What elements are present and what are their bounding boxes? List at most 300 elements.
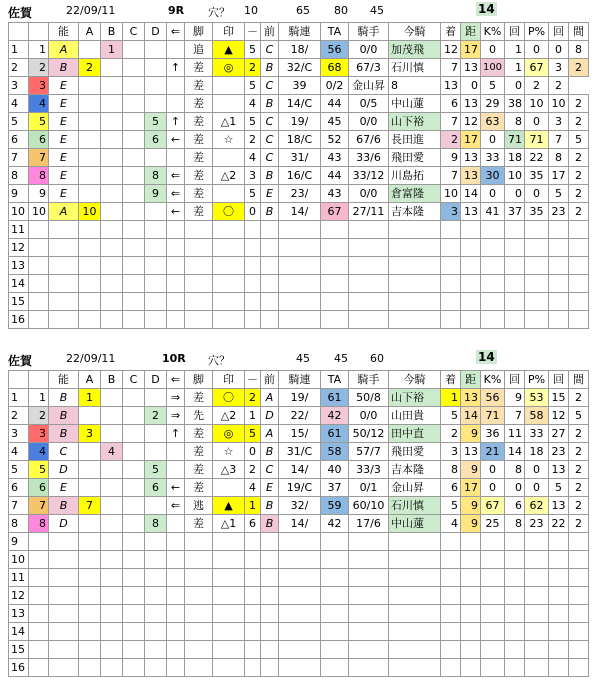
race-10r-cell-style: 差 [185, 515, 213, 533]
race-10r-cell-current-jockey: 金山昇 [389, 479, 441, 497]
race-9r-stat1: 65 [296, 4, 310, 17]
race-10r-cell-col-d: 6 [145, 479, 167, 497]
race-9r-cell-ta: 68 [321, 59, 349, 77]
race-10r-cell-ability [49, 623, 79, 641]
race-10r-cell-arrow [167, 551, 185, 569]
race-9r-cell-style: 差 [185, 77, 213, 95]
race-10r-cell-col-b [101, 515, 123, 533]
race-9r-cell-row-num: 3 [9, 77, 29, 95]
race-9r-cell-ta [321, 221, 349, 239]
race-9r-cell-prev: B [261, 203, 279, 221]
race-9r-cell-finish [441, 293, 461, 311]
race-10r-cell-dash: 2 [245, 389, 261, 407]
race-9r-cell-ta: 0/2 [321, 77, 349, 95]
race-10r-cell-row-num: 11 [9, 569, 29, 587]
race-10r-cell-gate: 4 [29, 443, 49, 461]
race-10r-cell-style: 差 [185, 443, 213, 461]
race-10r-cell-jockey-combo [279, 533, 321, 551]
race-9r-cell-jockey-combo: 18/ [279, 41, 321, 59]
race-10r-cell-ta: 61 [321, 389, 349, 407]
race-10r-row-1 [9, 389, 589, 407]
race-10r-cell-current-jockey: 中山蓮 [389, 515, 441, 533]
race-10r-cell-finish: 8 [441, 461, 461, 479]
race-10r-cell-jockey-combo: 19/C [279, 479, 321, 497]
race-10r-cell-style: 先 [185, 407, 213, 425]
race-10r-cell-dash [245, 623, 261, 641]
race-10r-header-col-a: A [79, 371, 101, 389]
race-10r-cell-p-pct: 0 [525, 461, 549, 479]
race-9r-cell-arrow [167, 293, 185, 311]
race-10r-row-6 [9, 479, 589, 497]
race-9r-cell-arrow: ↑ [167, 113, 185, 131]
race-10r-cell-jockey: 0/1 [349, 479, 389, 497]
race-10r-cell-ability: B [49, 389, 79, 407]
race-9r-cell-kai2: 7 [549, 131, 569, 149]
race-9r-cell-interval [569, 239, 589, 257]
race-9r-cell-finish: 2 [441, 131, 461, 149]
race-9r-header-dash: － [245, 23, 261, 41]
race-9r-cell-ability [49, 221, 79, 239]
race-9r-cell-row-num: 11 [9, 221, 29, 239]
race-9r-cell-distance: 17 [461, 41, 481, 59]
race-9r-cell-kai2 [549, 293, 569, 311]
race-9r-cell-col-a [79, 275, 101, 293]
race-10r-cell-jockey: 17/6 [349, 515, 389, 533]
race-9r-cell-k-pct: 63 [481, 113, 505, 131]
race-9r-row-13 [9, 257, 589, 275]
race-9r-cell-mark [213, 77, 245, 95]
race-9r-header-p-pct: P% [525, 23, 549, 41]
race-9r-cell-finish: 7 [441, 113, 461, 131]
race-10r-cell-distance [461, 659, 481, 677]
race-9r-cell-ta: 43 [321, 149, 349, 167]
race-10r-cell-distance [461, 641, 481, 659]
race-10r-cell-arrow [167, 659, 185, 677]
race-9r-cell-current-jockey: 中山蓮 [389, 95, 441, 113]
race-10r-cell-col-c [123, 569, 145, 587]
race-10r-row-7 [9, 497, 589, 515]
race-9r-cell-kai2: 2 [549, 77, 569, 95]
race-10r-cell-arrow [167, 605, 185, 623]
race-10r-cell-kai2: 27 [549, 425, 569, 443]
race-9r-cell-dash: 4 [245, 149, 261, 167]
race-9r-location: 佐賀 [8, 6, 33, 20]
race-10r-cell-jockey: 57/7 [349, 443, 389, 461]
race-9r-row-10 [9, 203, 589, 221]
race-10r-cell-col-d: 5 [145, 461, 167, 479]
race-9r-cell-row-num: 1 [9, 41, 29, 59]
race-9r-cell-arrow: ← [167, 131, 185, 149]
race-10r-cell-current-jockey [389, 605, 441, 623]
race-9r-cell-k-pct [481, 275, 505, 293]
race-10r-cell-prev: A [261, 425, 279, 443]
race-10r-cell-col-d: 8 [145, 515, 167, 533]
race-9r-stat2: 80 [334, 4, 348, 17]
race-10r-cell-kai2 [549, 605, 569, 623]
race-10r-cell-interval: 5 [569, 407, 589, 425]
race-10r-cell-col-d [145, 623, 167, 641]
race-10r-cell-col-b [101, 497, 123, 515]
race-10r-cell-prev [261, 569, 279, 587]
race-9r-stat3: 45 [370, 4, 384, 17]
race-9r-cell-jockey-combo [279, 221, 321, 239]
race-10r-cell-col-c [123, 533, 145, 551]
race-9r-cell-current-jockey [389, 293, 441, 311]
race-9r-cell-kai1 [505, 239, 525, 257]
race-9r-cell-p-pct: 22 [525, 149, 549, 167]
race-10r-cell-jockey: 60/10 [349, 497, 389, 515]
race-9r-header-col-a: A [79, 23, 101, 41]
race-9r-cell-arrow [167, 275, 185, 293]
race-10r-cell-mark: △1 [213, 515, 245, 533]
race-9r-cell-prev: B [261, 59, 279, 77]
race-10r-cell-ability [49, 659, 79, 677]
race-10r-cell-jockey [349, 551, 389, 569]
race-9r-cell-current-jockey: 山下裕 [389, 113, 441, 131]
race-9r-cell-jockey: 33/12 [349, 167, 389, 185]
race-10r-cell-ability [49, 551, 79, 569]
race-9r-cell-col-c [123, 257, 145, 275]
race-9r-cell-col-c [123, 185, 145, 203]
race-10r-stat2: 45 [334, 352, 348, 365]
race-9r-cell-mark: △2 [213, 167, 245, 185]
race-10r-cell-finish [441, 641, 461, 659]
race-10r-cell-kai1: 7 [505, 407, 525, 425]
race-10r-cell-interval [569, 533, 589, 551]
race-10r-cell-style [185, 605, 213, 623]
race-10r-cell-col-a: 1 [79, 389, 101, 407]
race-9r-cell-k-pct [481, 221, 505, 239]
race-10r-cell-p-pct [525, 551, 549, 569]
race-9r-cell-kai1 [505, 293, 525, 311]
race-10r-cell-p-pct: 58 [525, 407, 549, 425]
race-10r-header-arrow: ⇐ [167, 371, 185, 389]
race-9r-cell-arrow [167, 41, 185, 59]
race-9r-cell-mark [213, 149, 245, 167]
race-10r-header-kai2: 回 [549, 371, 569, 389]
race-10r-stat3: 60 [370, 352, 384, 365]
race-9r-cell-jockey-combo [279, 257, 321, 275]
race-9r-cell-col-a [79, 95, 101, 113]
race-10r-cell-finish [441, 533, 461, 551]
race-10r-row-4 [9, 443, 589, 461]
race-9r-cell-finish: 9 [441, 149, 461, 167]
race-10r-cell-ability [49, 533, 79, 551]
race-10r-cell-col-d [145, 659, 167, 677]
race-10r-cell-jockey: 50/8 [349, 389, 389, 407]
race-9r-cell-gate [29, 275, 49, 293]
race-9r-cell-k-pct: 30 [481, 167, 505, 185]
race-10r-cell-gate: 6 [29, 479, 49, 497]
race-9r-cell-kai1: 0 [505, 77, 525, 95]
race-10r-cell-mark: ☆ [213, 443, 245, 461]
race-9r-date: 22/09/11 [66, 4, 116, 17]
race-9r-cell-ability: E [49, 185, 79, 203]
race-9r-header-row-num [9, 23, 29, 41]
race-9r-cell-jockey-combo [279, 275, 321, 293]
race-9r-cell-finish [441, 221, 461, 239]
race-9r-cell-prev: E [261, 185, 279, 203]
race-9r-cell-gate: 1 [29, 41, 49, 59]
race-9r-cell-distance: 14 [461, 185, 481, 203]
race-10r-header-row [9, 371, 589, 389]
race-10r-header-gate [29, 371, 49, 389]
race-10r-cell-k-pct: 21 [481, 443, 505, 461]
race-10r-cell-jockey-combo [279, 569, 321, 587]
race-10r-cell-kai2 [549, 551, 569, 569]
race-9r-cell-gate: 10 [29, 203, 49, 221]
race-9r-cell-finish: 7 [441, 167, 461, 185]
race-9r-cell-jockey-combo [279, 293, 321, 311]
race-9r-cell-interval [569, 275, 589, 293]
race-10r-cell-mark [213, 623, 245, 641]
race-9r-cell-col-a [79, 41, 101, 59]
race-9r-cell-dash: 5 [245, 185, 261, 203]
race-10r-cell-ta: 58 [321, 443, 349, 461]
race-10r-cell-dash: 6 [245, 515, 261, 533]
race-9r-cell-row-num: 8 [9, 167, 29, 185]
race-10r-cell-arrow [167, 641, 185, 659]
race-9r-cell-jockey [349, 221, 389, 239]
race-9r-cell-col-b [101, 77, 123, 95]
race-9r-cell-style: 差 [185, 203, 213, 221]
race-10r-cell-finish: 4 [441, 515, 461, 533]
race-9r-cell-col-c [123, 221, 145, 239]
race-10r-cell-current-jockey: 田中直 [389, 425, 441, 443]
race-9r-cell-gate: 2 [29, 59, 49, 77]
race-10r-row-8 [9, 515, 589, 533]
race-10r-cell-finish [441, 605, 461, 623]
race-10r-cell-col-b [101, 569, 123, 587]
race-10r-cell-mark [213, 533, 245, 551]
race-9r-cell-style [185, 311, 213, 329]
race-9r-cell-row-num: 10 [9, 203, 29, 221]
race-9r-cell-dash: 2 [245, 131, 261, 149]
race-10r-cell-k-pct: 36 [481, 425, 505, 443]
race-9r-cell-ta [321, 239, 349, 257]
race-10r-cell-col-b [101, 623, 123, 641]
race-9r-cell-jockey-combo: 18/C [279, 131, 321, 149]
race-9r-cell-col-c [123, 131, 145, 149]
race-9r-cell-gate: 9 [29, 185, 49, 203]
race-9r-cell-finish: 7 [441, 59, 461, 77]
race-9r-cell-kai1: 1 [505, 41, 525, 59]
race-9r-cell-kai2: 17 [549, 167, 569, 185]
race-10r-cell-col-b [101, 605, 123, 623]
race-9r-cell-distance [461, 293, 481, 311]
race-10r-cell-arrow [167, 587, 185, 605]
race-10r-cell-current-jockey [389, 533, 441, 551]
race-10r-cell-prev: A [261, 389, 279, 407]
race-10r-cell-jockey-combo [279, 641, 321, 659]
race-9r-row-14 [9, 275, 589, 293]
race-10r-row-15 [9, 641, 589, 659]
race-10r-cell-kai1 [505, 551, 525, 569]
race-10r-row-13 [9, 605, 589, 623]
race-9r-cell-dash [245, 275, 261, 293]
race-10r-cell-mark [213, 641, 245, 659]
race-9r-cell-col-c [123, 77, 145, 95]
race-10r-cell-jockey [349, 587, 389, 605]
race-9r-cell-dash: 4 [245, 95, 261, 113]
race-9r-cell-col-a [79, 293, 101, 311]
race-10r-cell-k-pct [481, 641, 505, 659]
race-9r-cell-mark: ☆ [213, 131, 245, 149]
race-10r-cell-kai2: 12 [549, 407, 569, 425]
race-10r-header-distance: 距 [461, 371, 481, 389]
race-9r-header-jockey: 騎手 [349, 23, 389, 41]
race-10r-cell-col-a [79, 533, 101, 551]
race-9r-cell-row-num: 12 [9, 239, 29, 257]
race-10r-cell-p-pct [525, 659, 549, 677]
race-10r-cell-interval [569, 641, 589, 659]
race-10r-cell-p-pct [525, 623, 549, 641]
race-9r-header-distance: 距 [461, 23, 481, 41]
race-9r-cell-kai2: 0 [549, 41, 569, 59]
race-9r-cell-jockey-combo: 14/ [279, 203, 321, 221]
race-9r-cell-k-pct [481, 293, 505, 311]
race-10r-cell-interval: 2 [569, 515, 589, 533]
race-10r-cell-ta: 40 [321, 461, 349, 479]
race-9r-cell-jockey-combo: 39 [279, 77, 321, 95]
race-9r-cell-interval: 8 [569, 41, 589, 59]
race-9r-cell-arrow [167, 239, 185, 257]
race-9r-cell-prev: B [261, 95, 279, 113]
race-10r-row-10 [9, 551, 589, 569]
race-10r-cell-p-pct [525, 569, 549, 587]
race-9r-cell-gate [29, 239, 49, 257]
race-10r-cell-p-pct: 23 [525, 515, 549, 533]
race-9r-header-col-b: B [101, 23, 123, 41]
race-9r-header-finish: 着 [441, 23, 461, 41]
race-9r-cell-col-a [79, 113, 101, 131]
race-10r-cell-row-num: 4 [9, 443, 29, 461]
race-9r-cell-interval: 2 [569, 167, 589, 185]
race-10r-cell-kai2: 13 [549, 461, 569, 479]
race-10r-cell-col-a [79, 515, 101, 533]
race-9r-cell-jockey-combo: 32/C [279, 59, 321, 77]
race-9r-cell-jockey: 0/5 [349, 95, 389, 113]
race-9r-cell-col-d: 9 [145, 185, 167, 203]
race-10r-cell-gate: 2 [29, 407, 49, 425]
race-9r-cell-interval: 2 [569, 113, 589, 131]
race-9r-row-1 [9, 41, 589, 59]
race-10r-cell-dash [245, 569, 261, 587]
race-9r-cell-p-pct [525, 257, 549, 275]
race-10r-cell-mark: 〇 [213, 389, 245, 407]
race-10r-cell-interval [569, 605, 589, 623]
race-10r-cell-col-b [101, 641, 123, 659]
race-9r-cell-prev: C [261, 77, 279, 95]
race-10r-cell-jockey: 33/3 [349, 461, 389, 479]
race-9r-cell-mark [213, 275, 245, 293]
race-9r-cell-ability [49, 293, 79, 311]
race-10r-header-col-c: C [123, 371, 145, 389]
race-9r-cell-k-pct: 0 [481, 41, 505, 59]
race-10r-cell-col-b [101, 533, 123, 551]
race-10r-cell-gate [29, 641, 49, 659]
race-10r-cell-ta [321, 623, 349, 641]
race-9r-cell-ability: E [49, 113, 79, 131]
race-10r-cell-jockey-combo [279, 623, 321, 641]
race-9r-cell-col-d [145, 239, 167, 257]
race-9r-cell-col-c [123, 41, 145, 59]
race-9r-cell-row-num: 7 [9, 149, 29, 167]
race-9r-cell-k-pct: 0 [481, 185, 505, 203]
race-9r-cell-col-d [145, 293, 167, 311]
race-10r-cell-jockey [349, 605, 389, 623]
race-9r-ana: 穴？ [208, 6, 230, 19]
race-9r-cell-kai2 [549, 275, 569, 293]
race-10r-cell-distance: 9 [461, 497, 481, 515]
race-9r-cell-col-b [101, 221, 123, 239]
race-10r-cell-style [185, 623, 213, 641]
race-9r-cell-prev: C [261, 41, 279, 59]
race-10r-cell-ability: B [49, 497, 79, 515]
race-9r-cell-jockey [349, 239, 389, 257]
race-9r-cell-col-d [145, 275, 167, 293]
race-10r-cell-ta [321, 587, 349, 605]
race-9r-cell-k-pct [481, 239, 505, 257]
race-10r-cell-col-a [79, 407, 101, 425]
race-9r-cell-col-b [101, 185, 123, 203]
race-10r-cell-prev [261, 641, 279, 659]
race-9r-cell-current-jockey [389, 239, 441, 257]
race-9r-cell-ability: E [49, 77, 79, 95]
race-10r-cell-col-a [79, 623, 101, 641]
race-9r-cell-col-c [123, 167, 145, 185]
race-9r-cell-interval [569, 311, 589, 329]
race-10r-cell-current-jockey: 吉本隆 [389, 461, 441, 479]
race-10r-cell-jockey [349, 659, 389, 677]
race-10r-cell-col-c [123, 389, 145, 407]
race-9r-row-5 [9, 113, 589, 131]
race-9r-cell-jockey: 33/6 [349, 149, 389, 167]
race-9r-cell-col-b [101, 167, 123, 185]
race-9r-cell-gate: 3 [29, 77, 49, 95]
race-9r-header-style: 脚 [185, 23, 213, 41]
race-10r-cell-arrow [167, 533, 185, 551]
race-9r-cell-jockey [349, 257, 389, 275]
race-10r-cell-arrow: ⇒ [167, 389, 185, 407]
race-10r-cell-style [185, 659, 213, 677]
race-10r-cell-current-jockey [389, 587, 441, 605]
race-9r-cell-p-pct: 10 [525, 95, 549, 113]
race-9r-cell-jockey: 67/3 [349, 59, 389, 77]
race-9r-cell-col-d [145, 95, 167, 113]
race-9r-cell-col-a [79, 257, 101, 275]
race-9r-row-3 [9, 77, 589, 95]
race-9r-cell-jockey: 0/0 [349, 41, 389, 59]
race-10r-cell-jockey-combo [279, 587, 321, 605]
race-9r-cell-col-c [123, 203, 145, 221]
race-10r-cell-gate: 7 [29, 497, 49, 515]
race-10r-cell-kai1: 14 [505, 443, 525, 461]
race-9r-ana-num: 10 [244, 4, 258, 17]
race-9r-cell-interval: 2 [569, 95, 589, 113]
race-9r-cell-kai1 [505, 221, 525, 239]
race-9r-table [8, 22, 589, 329]
race-9r-cell-dash [245, 239, 261, 257]
race-9r-cell-col-b [101, 149, 123, 167]
race-9r-cell-mark: ◎ [213, 59, 245, 77]
race-9r-cell-current-jockey: 吉本隆 [389, 203, 441, 221]
race-9r-cell-kai2: 3 [549, 59, 569, 77]
race-10r-cell-style: 差 [185, 479, 213, 497]
race-10r-cell-row-num: 10 [9, 551, 29, 569]
race-9r-cell-k-pct: 5 [481, 77, 505, 95]
race-10r-cell-ability: B [49, 425, 79, 443]
